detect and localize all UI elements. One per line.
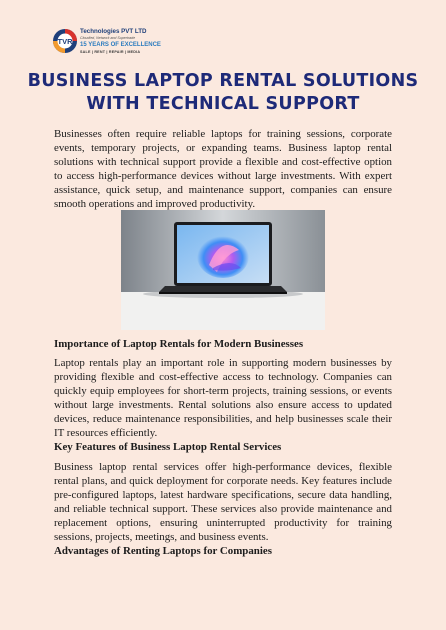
tvr-badge-icon bbox=[52, 28, 78, 54]
logo-company-name: Technologies PVT LTD bbox=[80, 28, 147, 35]
section-heading: Importance of Laptop Rentals for Modern Businesses bbox=[54, 338, 304, 350]
laptop-illustration-icon bbox=[121, 210, 325, 330]
section-paragraph: Business laptop rental services offer high-performance devices, flexible rental plans, and quick deployment for corporate needs. Key features include pre-configured laptops, latest hardware specifications, secure data handling, and reliable technical support. These services also provide maintenance and replacement options, ensuring uninterrupted productivity for training sessions, projects, meetings, and business events. bbox=[54, 461, 392, 543]
logo-services: SALE | RENT | REPAIR | MEDIA bbox=[80, 49, 141, 54]
intro-paragraph: Businesses often require reliable laptops for training sessions, corporate events, temporary projects, or expanding teams. Business laptop rental solutions with technical support provide a flexible and cost-effective option to access high-performance devices without large investments. With expert assistance, quick setup, and maintenance support, companies can ensure smooth operations and improved productivity. bbox=[54, 128, 392, 210]
section-heading: Advantages of Renting Laptops for Companies bbox=[54, 545, 272, 557]
section-paragraph: Laptop rentals play an important role in supporting modern businesses by providing flexible and cost-effective access to technology. Companies can quickly equip employees for short-term projects, training sessions, or events without large investments. Rental solutions also ensure access to updated devices, reduce maintenance responsibilities, and help businesses scale their IT resources efficiently. bbox=[54, 357, 392, 439]
section-heading: Key Features of Business Laptop Rental Services bbox=[54, 441, 282, 453]
laptop-photo bbox=[121, 210, 325, 330]
company-logo bbox=[52, 26, 182, 64]
logo-years: 15 YEARS OF EXCELLENCE bbox=[80, 41, 161, 48]
logo-tagline: Cloudled, Network and Supertrade bbox=[80, 36, 136, 40]
logo-badge-text: TVR bbox=[57, 36, 73, 46]
page-title: BUSINESS LAPTOP RENTAL SOLUTIONS WITH TECHNICAL SUPPORT bbox=[27, 71, 419, 114]
